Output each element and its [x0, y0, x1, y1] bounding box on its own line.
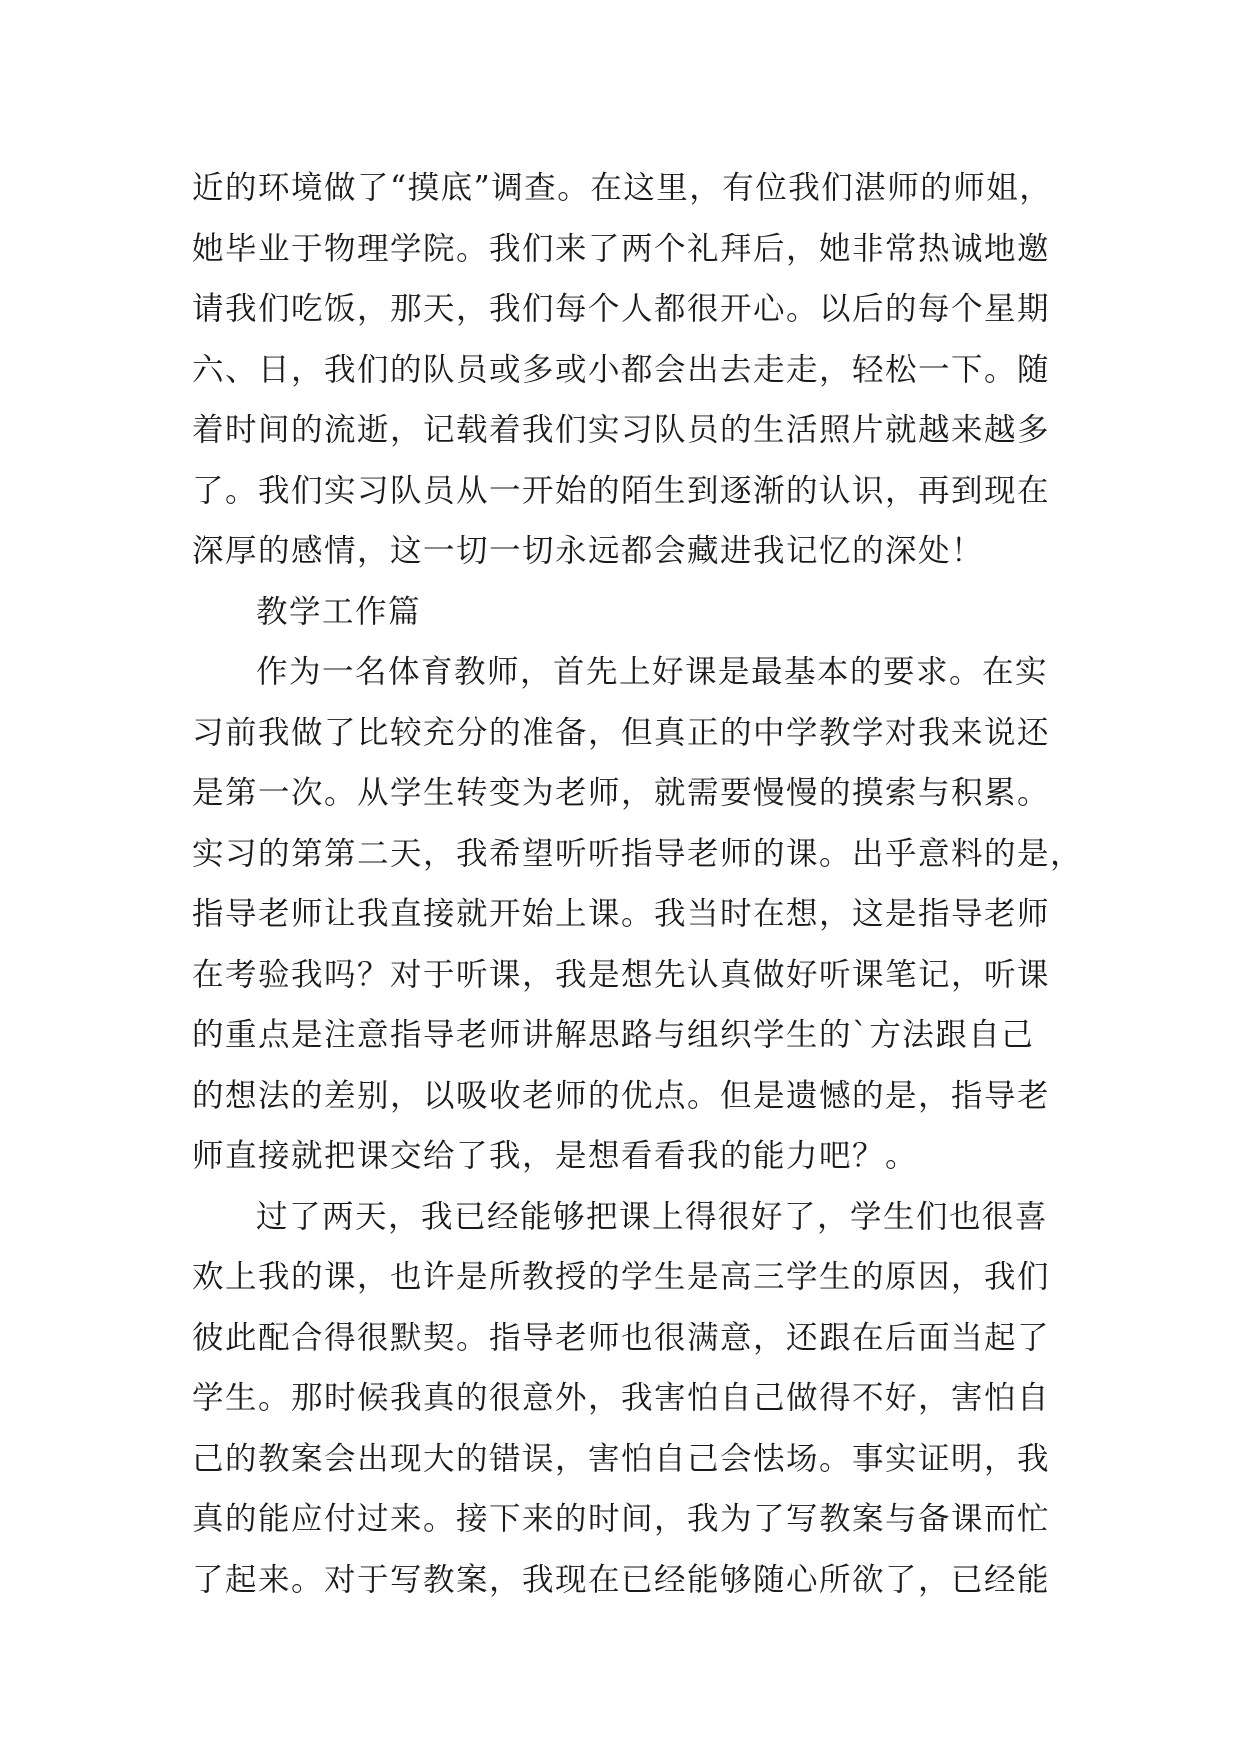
text-line: 己的教案会出现大的错误，害怕自己会怯场。事实证明，我	[192, 1440, 1051, 1477]
text-line: 近的环境做了“摸底”调查。在这里，有位我们湛师的师姐，	[192, 170, 1053, 206]
text-line: 彼此配合得很默契。指导老师也很满意，还跟在后面当起了	[192, 1319, 1051, 1356]
text-line: 了起来。对于写教案，我现在已经能够随心所欲了，已经能	[192, 1561, 1051, 1598]
body-text	[192, 158, 1084, 1610]
text-line: 实习的第第二天，我希望听听指导老师的课。出乎意料的是，	[192, 835, 1084, 872]
text-line: 习前我做了比较充分的准备，但真正的中学教学对我来说还	[192, 714, 1051, 751]
text-line: 深厚的感情，这一切一切永远都会藏进我记忆的深处！	[192, 533, 985, 569]
text-line: 请我们吃饭，那天，我们每个人都很开心。以后的每个星期	[192, 291, 1051, 327]
text-line: 作为一名体育教师，首先上好课是最基本的要求。在实	[256, 654, 1049, 690]
text-line: 欢上我的课，也许是所教授的学生是高三学生的原因，我们	[192, 1259, 1051, 1295]
text-line: 着时间的流逝，记载着我们实习队员的生活照片就越来越多	[192, 412, 1051, 448]
text-line: 在考验我吗？对于听课，我是想先认真做好听课笔记，听课	[192, 956, 1051, 993]
text-line: 六、日，我们的队员或多或小都会出去走走，轻松一下。随	[192, 351, 1051, 388]
text-line: 学生。那时候我真的很意外，我害怕自己做得不好，害怕自	[192, 1380, 1051, 1416]
text-line: 她毕业于物理学院。我们来了两个礼拜后，她非常热诚地邀	[192, 230, 1051, 267]
text-line: 是第一次。从学生转变为老师，就需要慢慢的摸索与积累。	[192, 775, 1051, 811]
text-line: 的想法的差别，以吸收老师的优点。但是遗憾的是，指导老	[192, 1077, 1051, 1114]
text-line: 真的能应付过来。接下来的时间，我为了写教案与备课而忙	[192, 1501, 1051, 1537]
section-heading: 教学工作篇	[256, 593, 422, 630]
text-line: 师直接就把课交给了我，是想看看我的能力吧？。	[192, 1138, 919, 1174]
text-line: 了。我们实习队员从一开始的陌生到逐渐的认识，再到现在	[192, 472, 1051, 509]
text-line: 指导老师让我直接就开始上课。我当时在想，这是指导老师	[192, 896, 1051, 932]
text-line: 的重点是注意指导老师讲解思路与组织学生的`方法跟自己	[192, 1017, 1035, 1053]
text-line: 过了两天，我已经能够把课上得很好了，学生们也很喜	[256, 1198, 1049, 1235]
